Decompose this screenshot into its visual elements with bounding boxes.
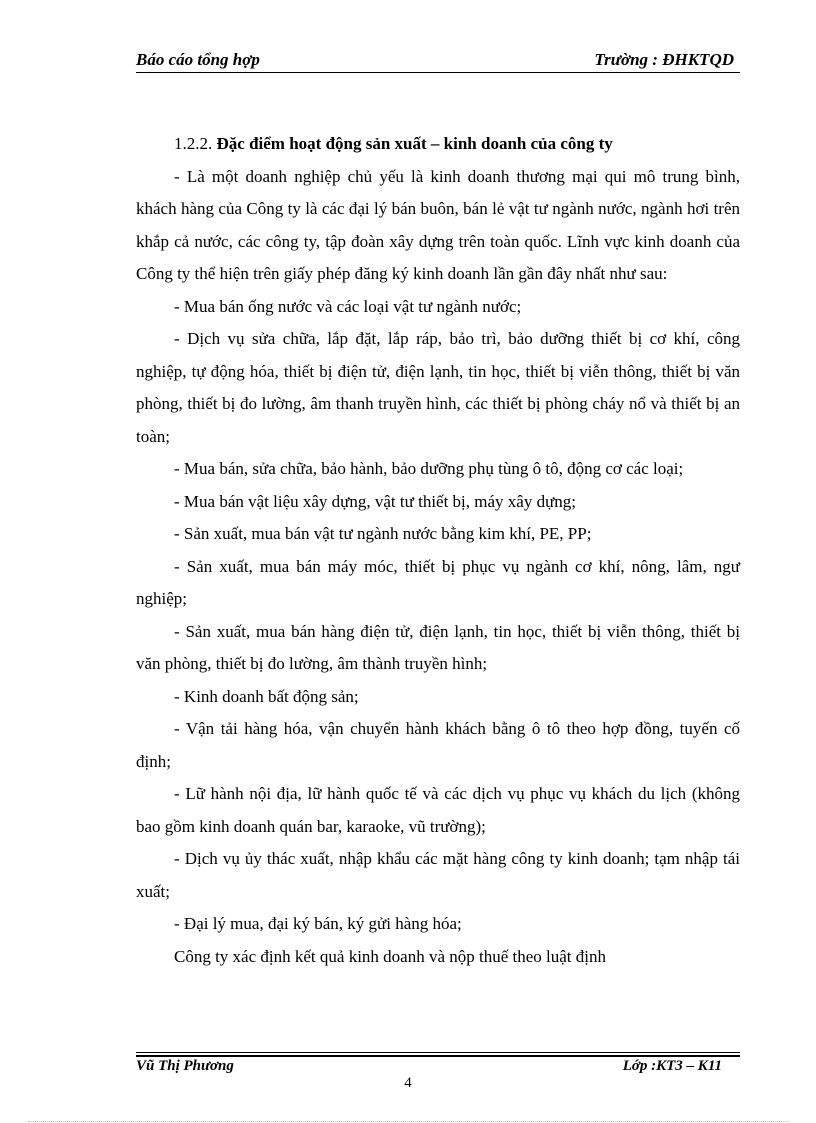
header-rule bbox=[136, 72, 740, 73]
page-bottom-border bbox=[28, 1121, 788, 1122]
paragraph: - Mua bán, sửa chữa, bảo hành, bảo dưỡng phụ tùng ô tô, động cơ các loại; bbox=[174, 459, 684, 478]
page-number: 4 bbox=[404, 1075, 412, 1091]
paragraph: - Đại lý mua, đại ký bán, ký gửi hàng hóa; bbox=[174, 914, 462, 933]
paragraph: - Là một doanh nghiệp chủ yếu là kinh doanh thương mại qui mô trung bình, khách hàng của Công ty là các đại lý bán buôn, bán lẻ vật tư ngành nước, ngành hơi trên khắp cả nước, các công ty, tập đoàn xây dựng trên toàn quốc. Lĩnh vực kinh doanh của Công ty thể hiện trên giấy phép đăng ký kinh doanh lần gần đây nhất như sau: bbox=[136, 166, 740, 283]
paragraph: - Sản xuất, mua bán máy móc, thiết bị phục vụ ngành cơ khí, nông, lâm, ngư nghiệp; bbox=[136, 556, 740, 608]
section-number: 1.2.2. bbox=[174, 134, 213, 153]
paragraph: - Mua bán ống nước và các loại vật tư ngành nước; bbox=[174, 296, 522, 316]
paragraph: - Sản xuất, mua bán hàng điện tử, điện lạnh, tin học, thiết bị viễn thông, thiết bị văn phòng, thiết bị đo lường, âm thành truyền hình; bbox=[136, 621, 740, 673]
paragraph: - Kinh doanh bất động sản; bbox=[174, 686, 359, 706]
paragraph: - Dịch vụ sửa chữa, lắp đặt, lắp ráp, bảo trì, bảo dưỡng thiết bị cơ khí, công nghiệp, tự động hóa, thiết bị điện tử, điện lạnh, tin học, thiết bị viễn thông, thiết bị văn phòng, thiết bị đo lường, âm thanh truyền hình, các thiết bị phòng cháy nổ và thiết bị an toàn; bbox=[136, 329, 740, 446]
paragraph: - Mua bán vật liệu xây dựng, vật tư thiết bị, máy xây dựng; bbox=[174, 491, 577, 511]
paragraph: - Lữ hành nội địa, lữ hành quốc tế và các dịch vụ phục vụ khách du lịch (không bao gồm kinh doanh quán bar, karaoke, vũ trường); bbox=[136, 784, 740, 836]
section-title: Đặc điểm hoạt động sản xuất – kinh doanh của công ty bbox=[216, 134, 613, 153]
paragraph: - Sản xuất, mua bán vật tư ngành nước bằng kim khí, PE, PP; bbox=[174, 524, 592, 543]
section-heading bbox=[136, 128, 740, 161]
footer-author: Vũ Thị Phương bbox=[136, 1058, 234, 1074]
paragraph: Công ty xác định kết quả kinh doanh và nộp thuế theo luật định bbox=[174, 946, 607, 966]
document-body bbox=[136, 128, 740, 973]
paragraph: - Vận tải hàng hóa, vận chuyển hành khách bằng ô tô theo hợp đồng, tuyến cố định; bbox=[136, 719, 740, 771]
header-school: Trường : ĐHKTQD bbox=[594, 50, 734, 69]
footer-rule-thin bbox=[136, 1052, 740, 1053]
footer-rule-thick bbox=[136, 1055, 740, 1057]
header-report-title: Báo cáo tổng hợp bbox=[136, 50, 260, 69]
footer-class: Lớp :KT3 – K11 bbox=[622, 1058, 722, 1074]
page-header bbox=[136, 48, 740, 72]
paragraph: - Dịch vụ ủy thác xuất, nhập khẩu các mặt hàng công ty kinh doanh; tạm nhập tái xuất; bbox=[136, 849, 740, 901]
